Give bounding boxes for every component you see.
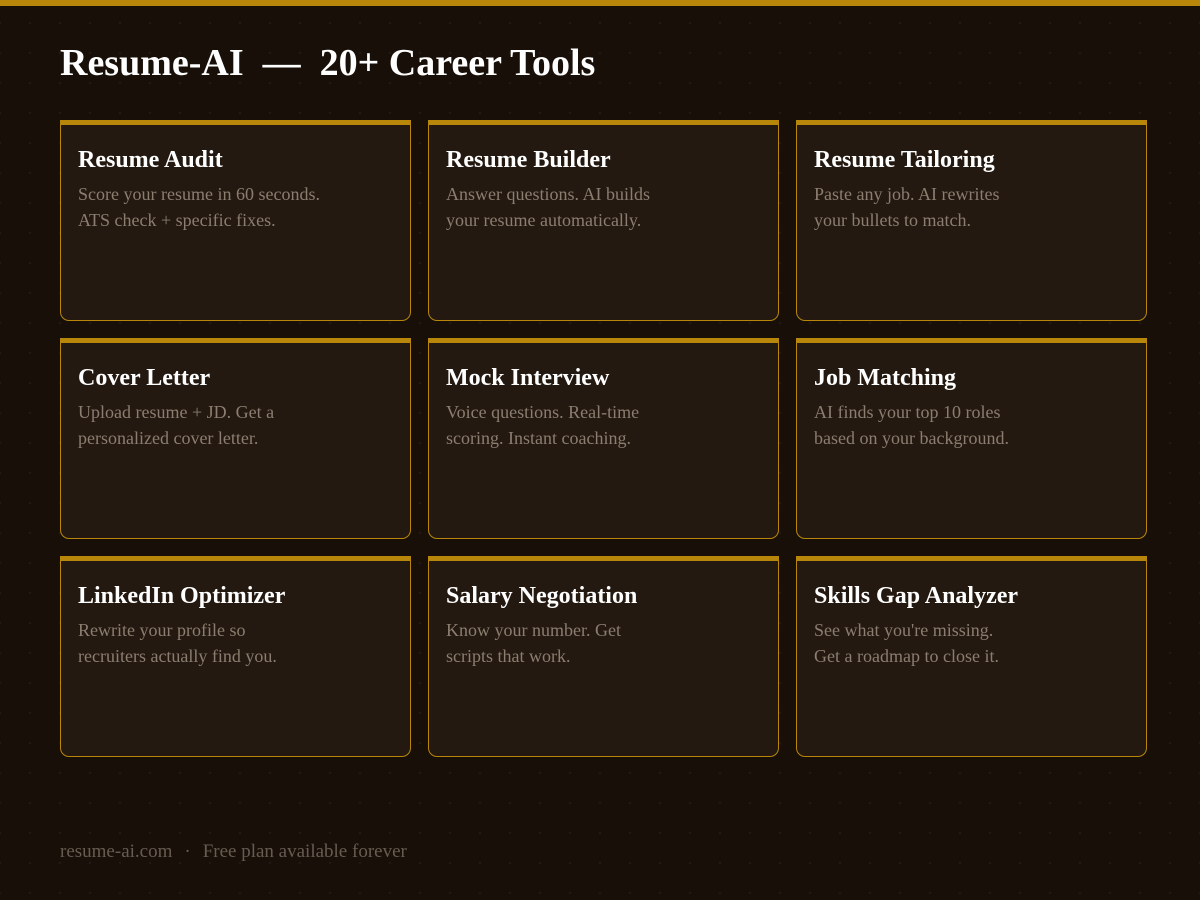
footer-domain-link[interactable]: resume-ai.com xyxy=(60,841,173,862)
tool-card-description: Upload resume + JD. Get a personalized cover letter. xyxy=(78,402,275,448)
tool-card-linkedin-optimizer[interactable] xyxy=(60,556,411,757)
tool-card-title: Job Matching xyxy=(814,365,957,391)
tool-card-mock-interview[interactable] xyxy=(428,338,779,539)
tool-card-resume-tailoring[interactable] xyxy=(796,120,1147,321)
tool-card-cover-letter[interactable] xyxy=(60,338,411,539)
tool-card-resume-builder[interactable] xyxy=(428,120,779,321)
tool-card-description: Know your number. Get scripts that work. xyxy=(446,620,621,666)
tool-card-description: Voice questions. Real-time scoring. Instant coaching. xyxy=(446,402,640,448)
tool-card-description: Paste any job. AI rewrites your bullets to match. xyxy=(814,184,1000,230)
footer-separator: · xyxy=(184,841,191,862)
tool-card-description: Score your resume in 60 seconds. ATS check + specific fixes. xyxy=(78,184,320,230)
tool-card-description: Answer questions. AI builds your resume automatically. xyxy=(446,184,650,230)
tool-card-resume-audit[interactable] xyxy=(60,120,411,321)
tool-card-description: AI finds your top 10 roles based on your background. xyxy=(814,402,1009,448)
tool-card-skills-gap-analyzer[interactable] xyxy=(796,556,1147,757)
tool-card-job-matching[interactable] xyxy=(796,338,1147,539)
tool-card-description: See what you're missing. Get a roadmap to close it. xyxy=(814,620,999,666)
footer-tagline: Free plan available forever xyxy=(202,841,407,862)
tool-card-salary-negotiation[interactable] xyxy=(428,556,779,757)
tool-card-title: Cover Letter xyxy=(78,365,211,391)
tool-card-description: Rewrite your profile so recruiters actually find you. xyxy=(78,620,277,666)
tool-card-title: Resume Audit xyxy=(78,147,223,173)
tools-grid xyxy=(60,120,1147,757)
tool-card-title: Skills Gap Analyzer xyxy=(814,583,1019,609)
tool-card-title: Salary Negotiation xyxy=(446,583,638,609)
top-accent-bar xyxy=(0,0,1200,6)
tool-card-title: Resume Builder xyxy=(446,147,611,173)
tool-card-title: Resume Tailoring xyxy=(814,147,995,173)
tool-card-title: LinkedIn Optimizer xyxy=(78,583,286,609)
page-title: Resume-AI — 20+ Career Tools xyxy=(60,42,596,84)
footer xyxy=(60,838,407,866)
tool-card-title: Mock Interview xyxy=(446,365,610,391)
